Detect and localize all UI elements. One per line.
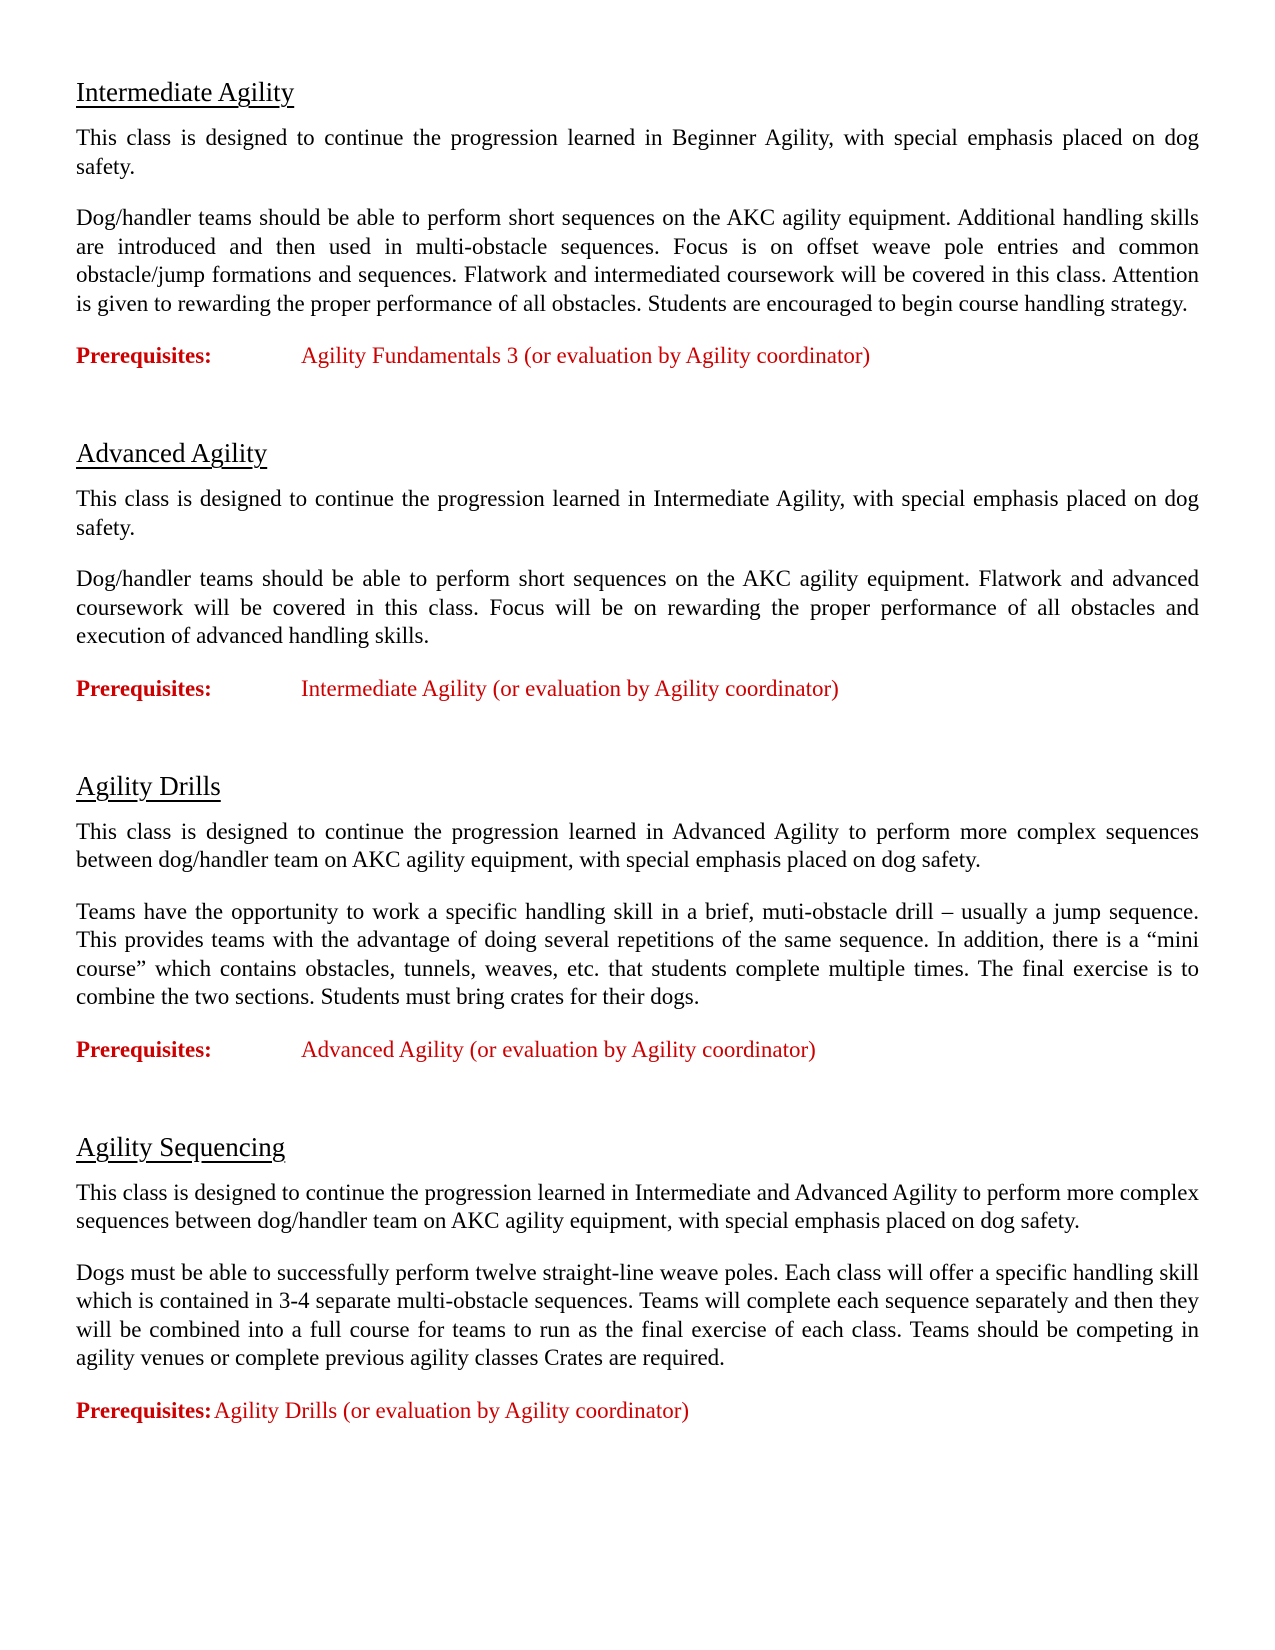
section-description: This class is designed to continue the progression learned in Intermediate Agility, with special emphasis placed on dog safety. bbox=[76, 486, 1199, 540]
section-agility-drills bbox=[76, 766, 1199, 1065]
prerequisites-label: Prerequisites: bbox=[76, 343, 212, 368]
section-title: Agility Drills bbox=[76, 770, 221, 801]
section-title: Advanced Agility bbox=[76, 438, 268, 468]
section-details: Dog/handler teams should be able to perform short sequences on the AKC agility equipment. Additional handling skills are introduced and then used in multi-obstacle sequences. Focus is on offset weave pole entries and common obstacle/jump formations and sequences. Flatwork and intermediated coursework will be covered in this class. Attention is given to rewarding the proper performance of all obstacles. Students are encouraged to begin course handling strategy. bbox=[76, 205, 1199, 316]
section-agility-sequencing bbox=[76, 1127, 1199, 1426]
prerequisites-value: Agility Fundamentals 3 (or evaluation by Agility coordinator) bbox=[301, 343, 871, 368]
prerequisites-value: Agility Drills (or evaluation by Agility coordinator) bbox=[213, 1397, 690, 1423]
section-description: This class is designed to continue the progression learned in Intermediate and Advanced Agility to perform more complex sequences between dog/handler team on AKC agility equipment, with special emphasis placed on dog safety. bbox=[76, 1179, 1199, 1233]
prerequisites-value: Advanced Agility (or evaluation by Agility coordinator) bbox=[301, 1036, 816, 1062]
prerequisites-line bbox=[76, 341, 1199, 371]
prerequisites-line bbox=[76, 674, 1199, 704]
section-title: Intermediate Agility bbox=[76, 77, 295, 107]
section-details: Dog/handler teams should be able to perform short sequences on the AKC agility equipment. Flatwork and advanced coursework will be covered in this class. Focus will be on rewarding the proper performance of all obstacles and execution of advanced handling skills. bbox=[76, 566, 1199, 648]
prerequisites-label: Prerequisites: bbox=[76, 1036, 212, 1062]
prerequisites-label: Prerequisites: bbox=[76, 1397, 212, 1423]
section-description: This class is designed to continue the progression learned in Advanced Agility to perform more complex sequences between dog/handler team on AKC agility equipment, with special emphasis placed on dog safety. bbox=[76, 818, 1199, 872]
section-description: This class is designed to continue the progression learned in Beginner Agility, with special emphasis placed on dog safety. bbox=[76, 125, 1199, 179]
section-advanced-agility bbox=[76, 433, 1199, 704]
prerequisites-value: Intermediate Agility (or evaluation by Agility coordinator) bbox=[301, 675, 839, 701]
prerequisites-label: Prerequisites: bbox=[76, 675, 212, 701]
section-title: Agility Sequencing bbox=[76, 1131, 286, 1162]
section-intermediate-agility bbox=[76, 72, 1199, 371]
prerequisites-line bbox=[76, 1396, 1199, 1426]
prerequisites-line bbox=[76, 1035, 1199, 1065]
section-details: Dogs must be able to successfully perform twelve straight-line weave poles. Each class will offer a specific handling skill which is contained in 3-4 separate multi-obstacle sequences. Teams will complete each sequence separately and then they will be combined into a full course for teams to run as the final exercise of each class. Teams should be competing in agility venues or complete previous agility classes Crates are required. bbox=[76, 1259, 1199, 1370]
section-details: Teams have the opportunity to work a specific handling skill in a brief, muti-obstacle drill – usually a jump sequence. This provides teams with the advantage of doing several repetitions of the same sequence. In addition, there is a “mini course” which contains obstacles, tunnels, weaves, etc. that students complete multiple times. The final exercise is to combine the two sections. Students must bring crates for their dogs. bbox=[76, 898, 1199, 1009]
